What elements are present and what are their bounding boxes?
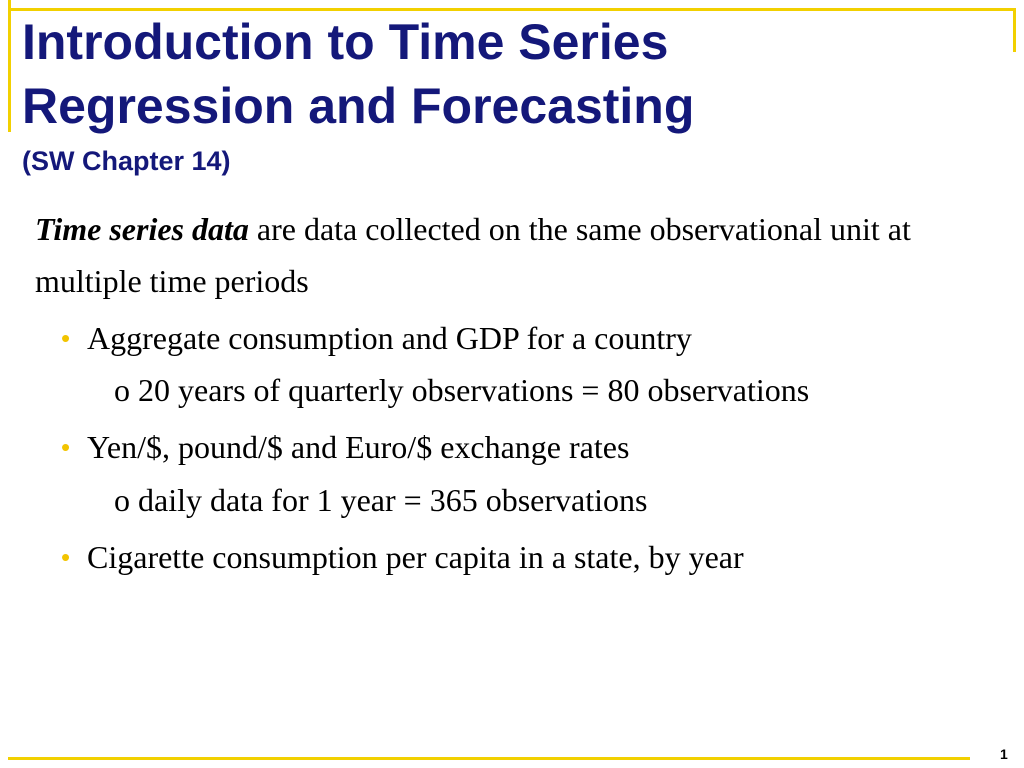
- bullet-icon: •: [61, 542, 71, 572]
- slide-title-line-1: Introduction to Time Series: [22, 14, 669, 70]
- sub-bullet-item-2: daily data for 1 year = 365 observations: [138, 482, 648, 518]
- intro-term: Time series data: [35, 211, 249, 247]
- frame-bottom-rule: [8, 757, 970, 760]
- bullet-item-3: Cigarette consumption per capita in a state, by year: [87, 539, 744, 575]
- bullet-icon: •: [61, 323, 71, 353]
- bullet-icon: •: [61, 432, 71, 462]
- bullet-item-1: Aggregate consumption and GDP for a country: [87, 320, 692, 356]
- bullet-item-2: Yen/$, pound/$ and Euro/$ exchange rates: [87, 429, 630, 465]
- slide-title: [22, 10, 694, 138]
- frame-right-rule: [1013, 8, 1016, 52]
- frame-left-rule: [8, 0, 11, 132]
- sub-bullet-item-1: 20 years of quarterly observations = 80 observations: [138, 372, 810, 408]
- page-number: 1: [1000, 746, 1008, 762]
- intro-text: are data collected on the same observational unit at multiple time periods: [35, 211, 911, 299]
- intro-paragraph: [35, 203, 995, 307]
- slide-title-line-2: Regression and Forecasting: [22, 78, 695, 134]
- slide-subtitle: (SW Chapter 14): [22, 146, 231, 176]
- sub-bullet-icon: o: [114, 482, 130, 518]
- sub-bullet-icon: o: [114, 372, 130, 408]
